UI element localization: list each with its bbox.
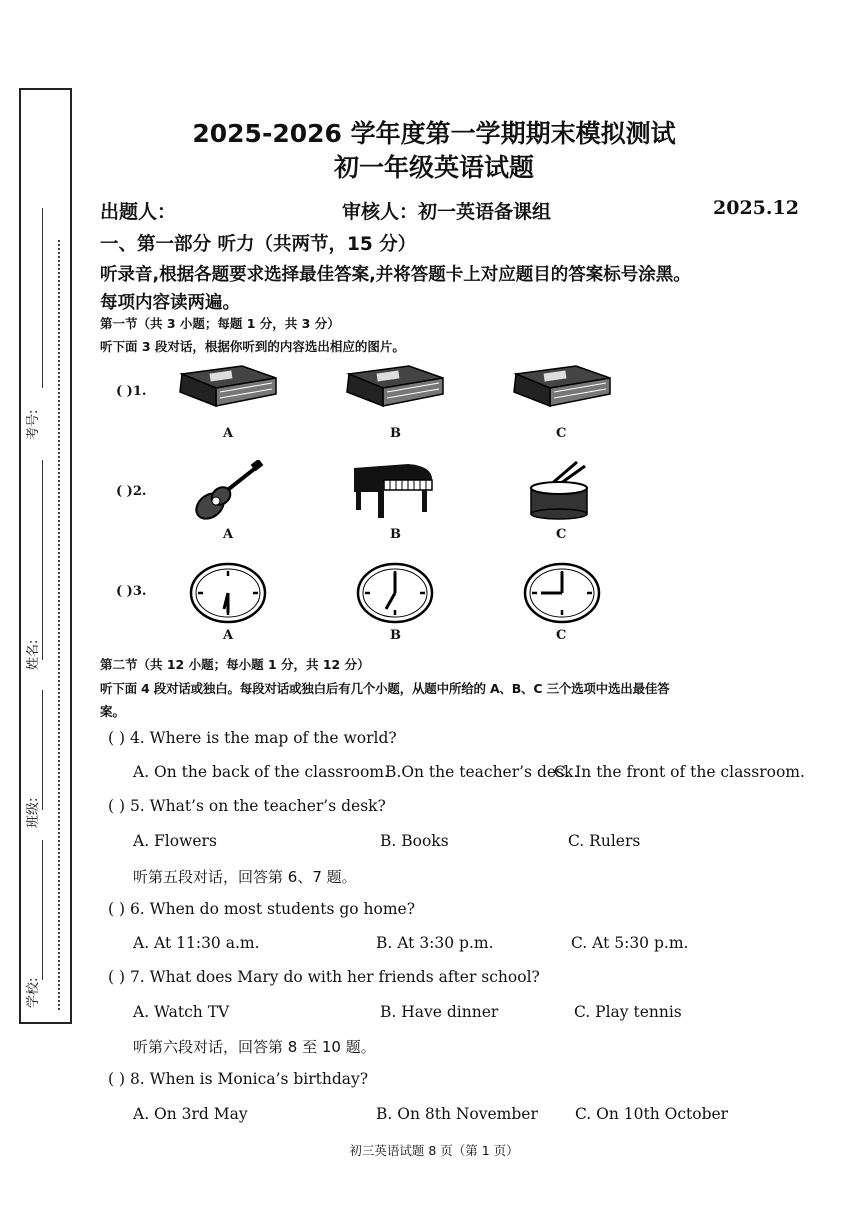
dialogue-6-note: 听第六段对话，回答第 8 至 10 题。	[133, 1038, 376, 1056]
question-7: ( ) 7. What does Mary do with her friends after school?	[108, 968, 540, 986]
q5-option-c: C. Rulers	[568, 832, 641, 850]
page-footer: 初三英语试题 8 页（第 1 页）	[349, 1143, 519, 1158]
q4-option-c: C. In the front of the classroom.	[554, 763, 805, 781]
binding-margin	[19, 88, 72, 1024]
q7-option-a: A. Watch TV	[133, 1003, 230, 1021]
q7-option-b: B. Have dinner	[380, 1003, 499, 1021]
q4-option-a: A. On the back of the classroom.	[133, 763, 389, 781]
part1-instruction-2: 每项内容读两遍。	[100, 293, 240, 313]
q8-option-b: B. On 8th November	[376, 1105, 538, 1123]
q3-option-a: A	[223, 628, 234, 643]
name-label: 姓名:	[26, 639, 41, 670]
part1-heading: 一、第一部分 听力（共两节，15 分）	[100, 234, 417, 255]
book-icon	[172, 364, 280, 414]
exam-no-label: 考号:	[26, 409, 41, 440]
q4-option-b: B.On the teacher’s desk.	[385, 763, 579, 781]
q1-marker: ( )1.	[116, 384, 147, 399]
q3-marker: ( )3.	[116, 584, 147, 599]
q6-option-c: C. At 5:30 p.m.	[571, 934, 689, 952]
question-5: ( ) 5. What’s on the teacher’s desk?	[108, 797, 386, 815]
question-6: ( ) 6. When do most students go home?	[108, 900, 416, 918]
q1-option-c: C	[556, 426, 567, 441]
section2-instruction: 听下面 4 段对话或独白。每段对话或独白后有几个小题，从题中所给的 A、B、C 三个选项中选出最佳答	[100, 681, 670, 696]
class-label: 班级:	[26, 797, 41, 828]
q8-option-a: A. On 3rd May	[133, 1105, 248, 1123]
piano-icon	[350, 460, 436, 520]
class-line	[42, 690, 43, 810]
school-label: 学校:	[26, 977, 41, 1008]
q6-option-b: B. At 3:30 p.m.	[376, 934, 494, 952]
name-line	[42, 460, 43, 660]
school-line	[42, 840, 43, 980]
clock-icon	[356, 562, 434, 624]
q2-option-b: B	[390, 527, 401, 542]
q1-option-a: A	[223, 426, 234, 441]
exam-no-line	[42, 208, 43, 388]
exam-date: 2025.12	[713, 197, 799, 219]
clock-icon	[189, 562, 267, 624]
q8-option-c: C. On 10th October	[575, 1105, 729, 1123]
part1-instruction: 听录音,根据各题要求选择最佳答案,并将答题卡上对应题目的答案标号涂黑。	[100, 265, 691, 285]
section1-instruction: 听下面 3 段对话，根据你听到的内容选出相应的图片。	[100, 339, 405, 354]
drum-icon	[527, 460, 591, 520]
guitar-icon	[190, 460, 266, 522]
reviewer-label: 审核人：初一英语备课组	[342, 201, 552, 223]
book-icon	[339, 364, 447, 414]
q3-option-c: C	[556, 628, 567, 643]
q7-option-c: C. Play tennis	[574, 1003, 682, 1021]
q2-marker: ( )2.	[116, 484, 147, 499]
author-label: 出题人：	[100, 201, 177, 223]
clock-icon	[523, 562, 601, 624]
exam-subtitle: 初一年级英语试题	[333, 153, 534, 182]
book-icon	[506, 364, 614, 414]
section2-heading: 第二节（共 12 小题；每小题 1 分，共 12 分）	[100, 657, 370, 672]
q2-option-a: A	[223, 527, 234, 542]
q6-option-a: A. At 11:30 a.m.	[133, 934, 260, 952]
section1-heading: 第一节（共 3 小题；每题 1 分，共 3 分）	[100, 316, 340, 331]
q1-option-b: B	[390, 426, 401, 441]
section2-instruction-2: 案。	[100, 704, 126, 719]
dialogue-5-note: 听第五段对话，回答第 6、7 题。	[133, 868, 357, 886]
exam-title: 2025-2026 学年度第一学期期末模拟测试	[192, 119, 676, 148]
question-4: ( ) 4. Where is the map of the world?	[108, 729, 397, 747]
q5-option-b: B. Books	[380, 832, 449, 850]
q3-option-b: B	[390, 628, 401, 643]
q5-option-a: A. Flowers	[133, 832, 217, 850]
binding-dotted-line	[58, 240, 60, 1010]
question-8: ( ) 8. When is Monica’s birthday?	[108, 1070, 369, 1088]
q2-option-c: C	[556, 527, 567, 542]
